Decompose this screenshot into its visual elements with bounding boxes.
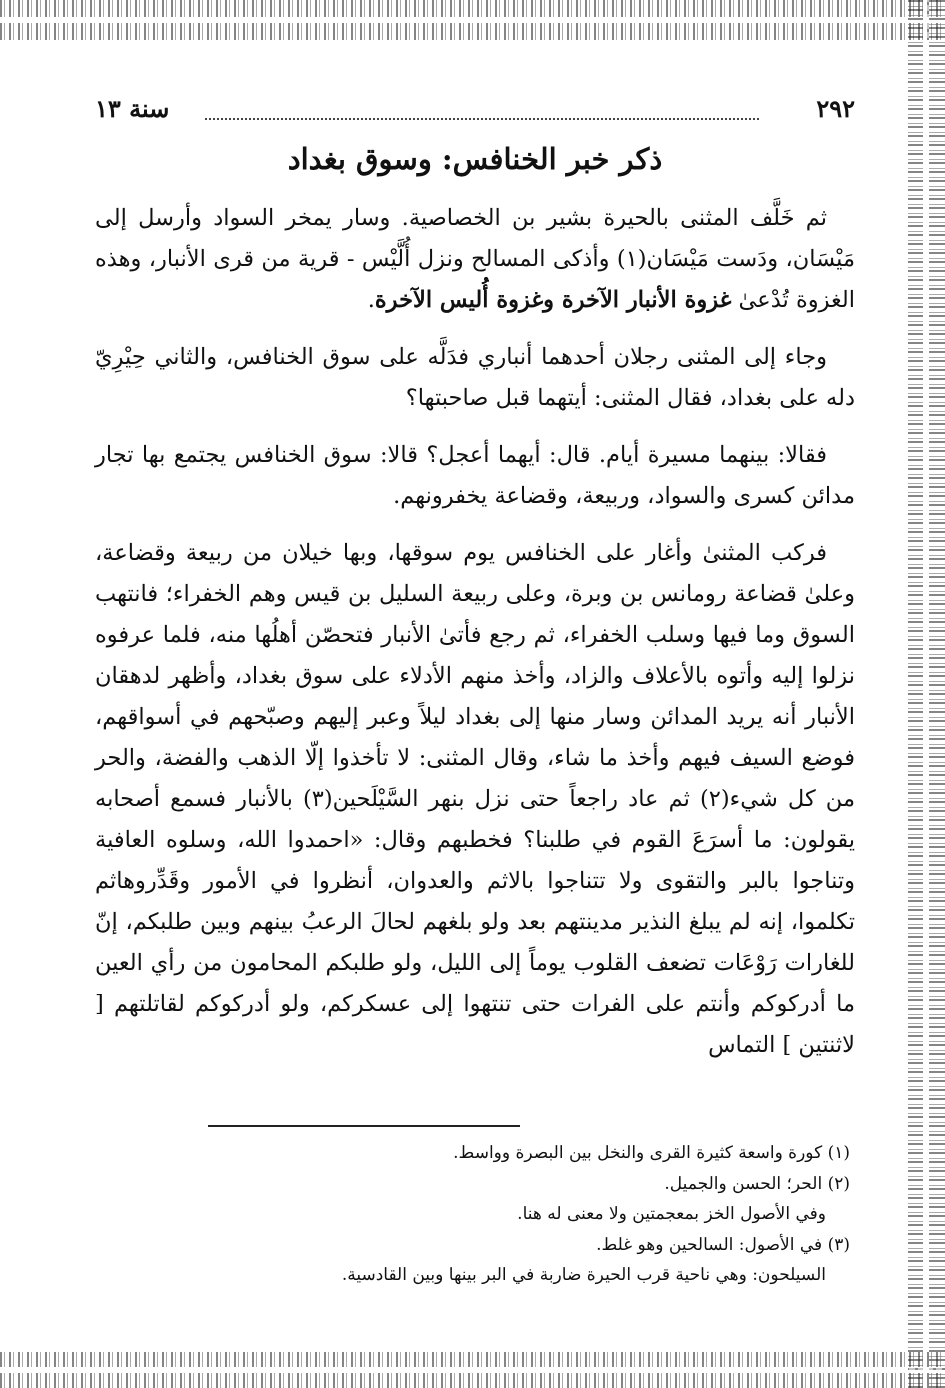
year-label: سنة ١٣ xyxy=(95,94,170,123)
paragraph-text: ثم خَلَّف المثنى بالحيرة بشير بن الخصاصية. وسار يمخر السواد وأرسل إلى مَيْسَان، ودَست مَيْسَان(١) وأذكى المسالح ونزل أُلَّيْس - قرية من قرى الأنبار، وهذه الغزوة تُدْعىٰ xyxy=(95,205,855,313)
footnote-item: وفي الأصول الخز بمعجمتين ولا معنى له هنا. xyxy=(517,1204,826,1224)
paragraph-bold-text: غزوة الأنبار الآخرة وغزوة أُليس الآخرة xyxy=(374,287,732,313)
decorative-border-right xyxy=(908,0,945,1388)
paragraph: وجاء إلى المثنى رجلان أحدهما أنباري فدَلَّه على سوق الخنافس، والثاني حِيْرِيّ دله على بغداد، فقال المثنى: أيتهما قبل صاحبتها؟ xyxy=(95,344,855,411)
paragraph: فقالا: بينهما مسيرة أيام. قال: أيهما أعجل؟ قالا: سوق الخنافس يجتمع بها تجار مدائن كسرى والسواد، وربيعة، وقضاعة يخفرونهم. xyxy=(95,442,855,509)
decorative-border-top xyxy=(0,0,945,40)
decorative-border-bottom xyxy=(0,1352,945,1388)
paragraph xyxy=(95,198,855,321)
footnote-separator xyxy=(208,1125,520,1127)
paragraph: فركب المثنىٰ وأغار على الخنافس يوم سوقها، وبها خيلان من ربيعة وقضاعة، وعلىٰ قضاعة رومانس بن وبرة، وعلى ربيعة السليل بن قيس وهم الخفراء؛ فانتهب السوق وما فيها وسلب الخفراء، ثم رجع فأتىٰ الأنبار فتحصّن أهلُها منه، فلما عرفوه نزلوا إليه وأتوه بالأعلاف والزاد، وأخذ منهم الأدلاء على سوق بغداد، وأظهر لدهقان الأنبار أنه يريد المدائن وسار منها إلى بغداد ليلاً وعبر إليهم وصبّحهم في أسواقهم، فوضع السيف فيهم وأخذ ما شاء، وقال المثنى: لا تأخذوا إلّا الذهب والفضة، والحر من كل شيء(٢) ثم عاد راجعاً حتى نزل بنهر السَّيْلَحين(٣) بالأنبار فسمع أصحابه يقولون: ما أسرَعَ القوم في طلبنا؟ فخطبهم وقال: «احمدوا الله، وسلوه العافية وتناجوا بالبر والتقوى ولا تتناجوا بالاثم والعدوان، أنظروا في الأمور وقَدِّروهاثم تكلموا، إنه لم يبلغ النذير مدينتهم بعد ولو بلغهم لحالَ الرعبُ بينهم وبين طلبكم، إنّ للغارات رَوْعَات تضعف القلوب يوماً إلى الليل، ولو طلبكم المحامون من رأي العين ما أدركوكم وأنتم على الفرات حتى تنتهوا إلى عسكركم، ولو أدركوكم لقاتلتهم [ لاثنتين ] التماس xyxy=(95,540,855,1058)
page-number: ٢٩٢ xyxy=(816,94,855,123)
running-header xyxy=(95,88,855,124)
footnote-item: (٢) الحر؛ الحسن والجميل. xyxy=(664,1173,850,1194)
header-dotted-rule xyxy=(205,118,759,120)
footnotes xyxy=(200,1138,850,1291)
footnote-item: (١) كورة واسعة كثيرة القرى والنخل بين البصرة وواسط. xyxy=(453,1143,850,1163)
footnote-item: (٣) في الأصول: السالحين وهو غلط. xyxy=(596,1234,850,1255)
page-body xyxy=(95,88,855,1066)
section-title: ذكر خبر الخنافس: وسوق بغداد xyxy=(287,142,663,176)
paragraph-tail: . xyxy=(367,287,375,313)
footnote-item: السيلحون: وهي ناحية قرب الحيرة ضاربة في البر بينها وبين القادسية. xyxy=(341,1265,826,1285)
